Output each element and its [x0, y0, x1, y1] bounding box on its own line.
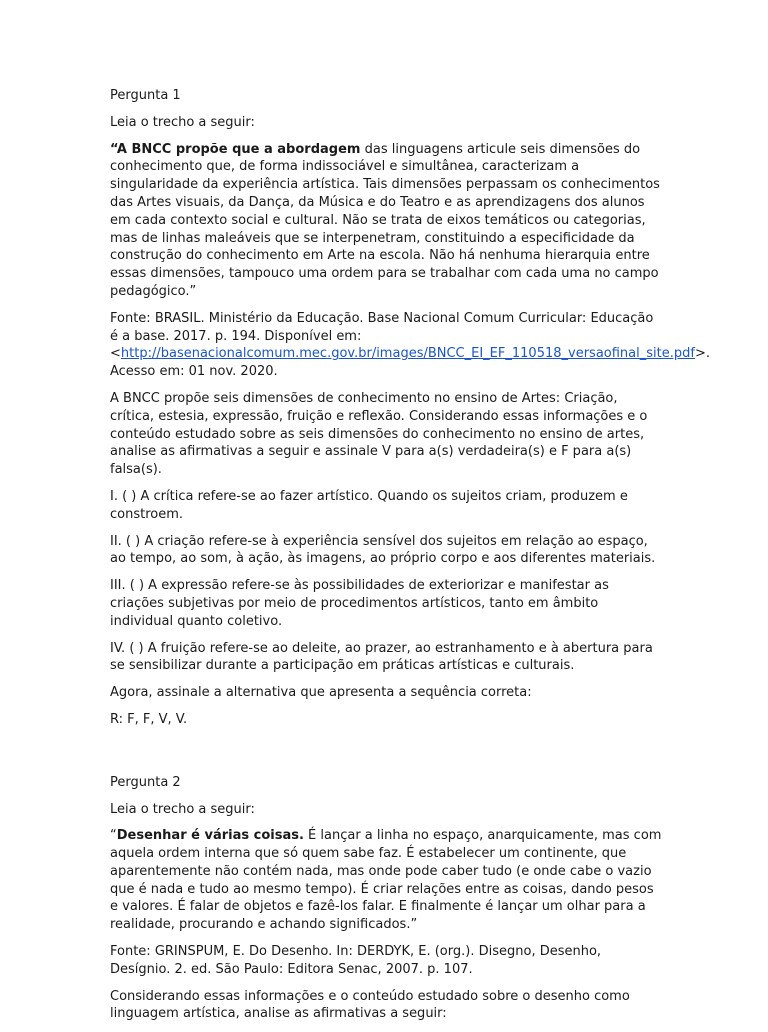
question-1-quote — [110, 141, 662, 301]
question-1-prompt: A BNCC propõe seis dimensões de conhecimento no ensino de Artes: Criação, crítica, estesia, expressão, fruição e reflexão. Considerando essas informações e o conteúdo estudado sobre as seis dimensões do conhecimento no ensino de artes, analise as afirmativas a seguir e assinale V para a(s) verdadeira(s) e F para a(s) falsa(s). — [110, 390, 648, 478]
source-citation: Fonte: BRASIL. Ministério da Educação. Base Nacional Comum Curricular: Educação é a base. 2017. p. 194. Disponível em: < — [110, 310, 654, 362]
question-1-source — [110, 310, 710, 381]
statement-item: I. ( ) A crítica refere-se ao fazer artístico. Quando os sujeitos criam, produzem e constroem. — [110, 488, 628, 522]
quote-open-mark: “ — [110, 141, 117, 157]
question-2-heading: Pergunta 2 — [110, 774, 181, 790]
question-1-instruction: Agora, assinale a alternativa que apresenta a sequência correta: — [110, 685, 532, 701]
question-1-heading: Pergunta 1 — [110, 88, 181, 103]
question-2-quote — [110, 827, 662, 934]
question-1-intro: Leia o trecho a seguir: — [110, 114, 255, 130]
question-2-intro: Leia o trecho a seguir: — [110, 801, 255, 817]
quote-bold-lead: A BNCC propõe que a abordagem — [116, 141, 361, 157]
statement-item: II. ( ) A criação refere-se à experiência sensível dos sujeitos em relação ao espaço, ao tempo, ao som, à ação, às imagens, ao próprio corpo e aos diferentes materiais. — [110, 533, 656, 567]
quote-open-mark: “ — [110, 828, 117, 844]
quote-bold-lead: Desenhar é várias coisas. — [116, 828, 304, 844]
question-1-answer: R: F, F, V, V. — [110, 711, 188, 727]
statement-item: III. ( ) A expressão refere-se às possibilidades de exteriorizar e manifestar as criações subjetivas por meio de procedimentos artísticos, tanto em âmbito individual quanto coletivo. — [110, 578, 609, 629]
question-2-prompt: Considerando essas informações e o conteúdo estudado sobre o desenho como linguagem artística, analise as afirmativas a seguir: — [110, 988, 630, 1022]
quote-text: É lançar a linha no espaço, anarquicamente, mas com aquela ordem interna que só quem sabe faz. É estabelecer um continente, que aparentemente não contém nada, mas onde pode caber tudo (e onde cabe o vazio que é nada e tudo ao mesmo tempo). É criar relações entre as coisas, dando pesos e valores. É falar de objetos e fazê-los falar. E finalmente é lançar um olhar para a realidade, procurando e achando significados.” — [110, 828, 662, 933]
quote-text: das linguagens articule seis dimensões do conhecimento que, de forma indissociável e simultânea, caracterizam a singularidade da experiência artística. Tais dimensões perpassam os conhecimentos das Artes visuais, da Dança, da Música e do Teatro e as aprendizagens dos alunos em cada contexto social e cultural. Não se trata de eixos temáticos ou categorias, mas de linhas maleáveis que se interpenetram, constituindo a especificidade da construção do conhecimento em Arte na escola. Não há nenhuma hierarquia entre essas dimensões, tampouco uma ordem para se trabalhar com cada uma no campo pedagógico.” — [110, 141, 660, 299]
statement-item: IV. ( ) A fruição refere-se ao deleite, ao prazer, ao estranhamento e à abertura para se sensibilizar durante a participação em práticas artísticas e culturais. — [110, 640, 653, 674]
source-link[interactable]: http://basenacionalcomum.mec.gov.br/images/BNCC_EI_EF_110518_versaofinal_site.pdf — [120, 346, 695, 362]
section-spacer — [110, 738, 662, 774]
document-body — [110, 87, 710, 1032]
source-access-date: >. Acesso em: 01 nov. 2020. — [110, 346, 710, 380]
question-2-source: Fonte: GRINSPUM, E. Do Desenho. In: DERDYK, E. (org.). Disegno, Desenho, Desígnio. 2. ed. São Paulo: Editora Senac, 2007. p. 107. — [110, 944, 602, 977]
